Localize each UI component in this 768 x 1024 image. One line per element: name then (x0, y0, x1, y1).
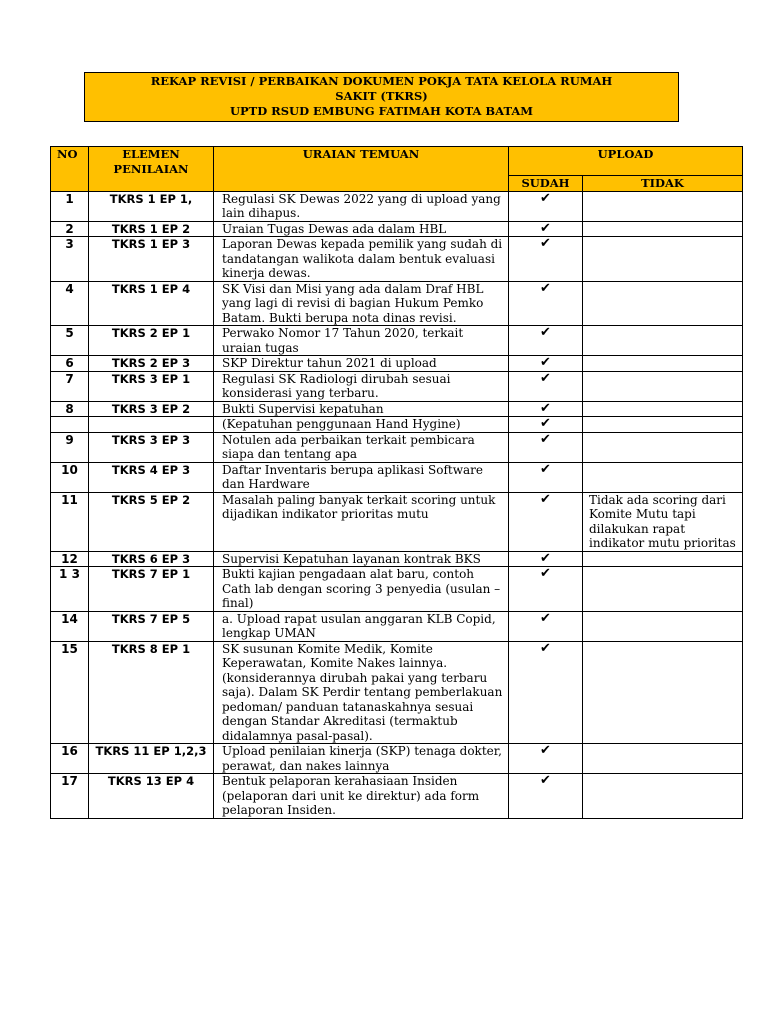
tidak-note (583, 191, 743, 221)
sudah-check-icon: ✔ (509, 744, 583, 774)
tidak-note: Tidak ada scoring dari Komite Mutu tapi dilakukan rapat indikator mutu prioritas (583, 492, 743, 551)
title-line-2: SAKIT (TKRS) (335, 89, 428, 103)
table-row (51, 551, 743, 567)
row-number: 11 (51, 492, 89, 551)
row-number: 7 (51, 371, 89, 401)
row-number: 1 (51, 191, 89, 221)
row-number: 1 3 (51, 567, 89, 612)
sudah-check-icon: ✔ (509, 432, 583, 462)
table-row (51, 567, 743, 612)
tidak-note (583, 611, 743, 641)
sudah-check-icon: ✔ (509, 326, 583, 356)
elemen-penilaian: TKRS 3 EP 2 (89, 401, 214, 417)
table-row (51, 237, 743, 282)
elemen-penilaian: TKRS 3 EP 3 (89, 432, 214, 462)
table-row (51, 611, 743, 641)
header-uraian: URAIAN TEMUAN (214, 147, 509, 192)
sudah-check-icon: ✔ (509, 417, 583, 433)
uraian-temuan: Upload penilaian kinerja (SKP) tenaga dokter, perawat, dan nakes lainnya (214, 744, 509, 774)
table-row (51, 417, 743, 433)
uraian-temuan: Perwako Nomor 17 Tahun 2020, terkait uraian tugas (214, 326, 509, 356)
uraian-temuan: SK Visi dan Misi yang ada dalam Draf HBL yang lagi di revisi di bagian Hukum Pemko Batam. Bukti berupa nota dinas revisi. (214, 281, 509, 326)
table-row (51, 326, 743, 356)
row-number: 12 (51, 551, 89, 567)
sudah-check-icon: ✔ (509, 281, 583, 326)
table-row (51, 401, 743, 417)
row-number: 4 (51, 281, 89, 326)
tidak-note (583, 356, 743, 372)
sudah-check-icon: ✔ (509, 774, 583, 819)
elemen-penilaian: TKRS 1 EP 1, (89, 191, 214, 221)
sudah-check-icon: ✔ (509, 641, 583, 744)
uraian-temuan: Supervisi Kepatuhan layanan kontrak BKS (214, 551, 509, 567)
elemen-penilaian: TKRS 2 EP 3 (89, 356, 214, 372)
table-row (51, 774, 743, 819)
sudah-check-icon: ✔ (509, 371, 583, 401)
header-upload: UPLOAD (509, 147, 743, 176)
row-number: 15 (51, 641, 89, 744)
table-row (51, 191, 743, 221)
table-row (51, 281, 743, 326)
uraian-temuan: Regulasi SK Dewas 2022 yang di upload yang lain dihapus. (214, 191, 509, 221)
row-number: 10 (51, 462, 89, 492)
row-number: 17 (51, 774, 89, 819)
row-number: 6 (51, 356, 89, 372)
row-number: 5 (51, 326, 89, 356)
row-number: 3 (51, 237, 89, 282)
table-row (51, 744, 743, 774)
row-number: 9 (51, 432, 89, 462)
sudah-check-icon: ✔ (509, 462, 583, 492)
tidak-note (583, 774, 743, 819)
sudah-check-icon: ✔ (509, 221, 583, 237)
row-number: 16 (51, 744, 89, 774)
table-body (51, 191, 743, 818)
uraian-temuan: Uraian Tugas Dewas ada dalam HBL (214, 221, 509, 237)
uraian-temuan: SK susunan Komite Medik, Komite Keperawatan, Komite Nakes lainnya. (konsiderannya dirubah pakai yang terbaru saja). Dalam SK Perdir tentang pemberlakuan pedoman/ panduan tatanaskahnya sesuai dengan Standar Akreditasi (termaktub didalamnya pasal-pasal). (214, 641, 509, 744)
table-row (51, 221, 743, 237)
elemen-penilaian: TKRS 8 EP 1 (89, 641, 214, 744)
revision-table (50, 146, 743, 819)
uraian-temuan: (Kepatuhan penggunaan Hand Hygine) (214, 417, 509, 433)
tidak-note (583, 401, 743, 417)
uraian-temuan: Daftar Inventaris berupa aplikasi Software dan Hardware (214, 462, 509, 492)
elemen-penilaian: TKRS 3 EP 1 (89, 371, 214, 401)
sudah-check-icon: ✔ (509, 611, 583, 641)
elemen-penilaian: TKRS 11 EP 1,2,3 (89, 744, 214, 774)
elemen-penilaian: TKRS 7 EP 1 (89, 567, 214, 612)
elemen-penilaian: TKRS 7 EP 5 (89, 611, 214, 641)
sudah-check-icon: ✔ (509, 356, 583, 372)
table-row (51, 462, 743, 492)
row-number (51, 417, 89, 433)
tidak-note (583, 551, 743, 567)
sudah-check-icon: ✔ (509, 567, 583, 612)
row-number: 2 (51, 221, 89, 237)
uraian-temuan: Bukti kajian pengadaan alat baru, contoh Cath lab dengan scoring 3 penyedia (usulan – final) (214, 567, 509, 612)
tidak-note (583, 432, 743, 462)
tidak-note (583, 462, 743, 492)
title-line-3: UPTD RSUD EMBUNG FATIMAH KOTA BATAM (229, 104, 534, 118)
tidak-note (583, 326, 743, 356)
header-elemen (89, 147, 214, 192)
tidak-note (583, 281, 743, 326)
document-title (84, 72, 679, 122)
elemen-penilaian: TKRS 2 EP 1 (89, 326, 214, 356)
elemen-penilaian (89, 417, 214, 433)
header-elemen-line-2: PENILAIAN (113, 161, 189, 176)
uraian-temuan: Bukti Supervisi kepatuhan (214, 401, 509, 417)
table-row (51, 371, 743, 401)
elemen-penilaian: TKRS 5 EP 2 (89, 492, 214, 551)
table-row (51, 641, 743, 744)
uraian-temuan: Bentuk pelaporan kerahasiaan Insiden (pelaporan dari unit ke direktur) ada form pelaporan Insiden. (214, 774, 509, 819)
table-row (51, 356, 743, 372)
elemen-penilaian: TKRS 4 EP 3 (89, 462, 214, 492)
uraian-temuan: Notulen ada perbaikan terkait pembicara siapa dan tentang apa (214, 432, 509, 462)
header-tidak: TIDAK (583, 176, 743, 192)
tidak-note (583, 567, 743, 612)
tidak-note (583, 417, 743, 433)
table-row (51, 432, 743, 462)
sudah-check-icon: ✔ (509, 191, 583, 221)
elemen-penilaian: TKRS 13 EP 4 (89, 774, 214, 819)
title-line-1: REKAP REVISI / PERBAIKAN DOKUMEN POKJA TATA KELOLA RUMAH (150, 74, 613, 88)
sudah-check-icon: ✔ (509, 401, 583, 417)
header-row (51, 147, 743, 176)
uraian-temuan: Laporan Dewas kepada pemilik yang sudah di tandatangan walikota dalam bentuk evaluasi kinerja dewas. (214, 237, 509, 282)
elemen-penilaian: TKRS 1 EP 4 (89, 281, 214, 326)
uraian-temuan: a. Upload rapat usulan anggaran KLB Copid, lengkap UMAN (214, 611, 509, 641)
sudah-check-icon: ✔ (509, 492, 583, 551)
table-row (51, 492, 743, 551)
uraian-temuan: Regulasi SK Radiologi dirubah sesuai konsiderasi yang terbaru. (214, 371, 509, 401)
uraian-temuan: SKP Direktur tahun 2021 di upload (214, 356, 509, 372)
elemen-penilaian: TKRS 6 EP 3 (89, 551, 214, 567)
header-elemen-line-1: ELEMEN (122, 147, 180, 161)
tidak-note (583, 371, 743, 401)
uraian-temuan: Masalah paling banyak terkait scoring untuk dijadikan indikator prioritas mutu (214, 492, 509, 551)
row-number: 8 (51, 401, 89, 417)
tidak-note (583, 641, 743, 744)
sudah-check-icon: ✔ (509, 237, 583, 282)
elemen-penilaian: TKRS 1 EP 3 (89, 237, 214, 282)
row-number: 14 (51, 611, 89, 641)
tidak-note (583, 237, 743, 282)
tidak-note (583, 221, 743, 237)
sudah-check-icon: ✔ (509, 551, 583, 567)
header-no: NO (51, 147, 89, 192)
tidak-note (583, 744, 743, 774)
elemen-penilaian: TKRS 1 EP 2 (89, 221, 214, 237)
header-sudah: SUDAH (509, 176, 583, 192)
